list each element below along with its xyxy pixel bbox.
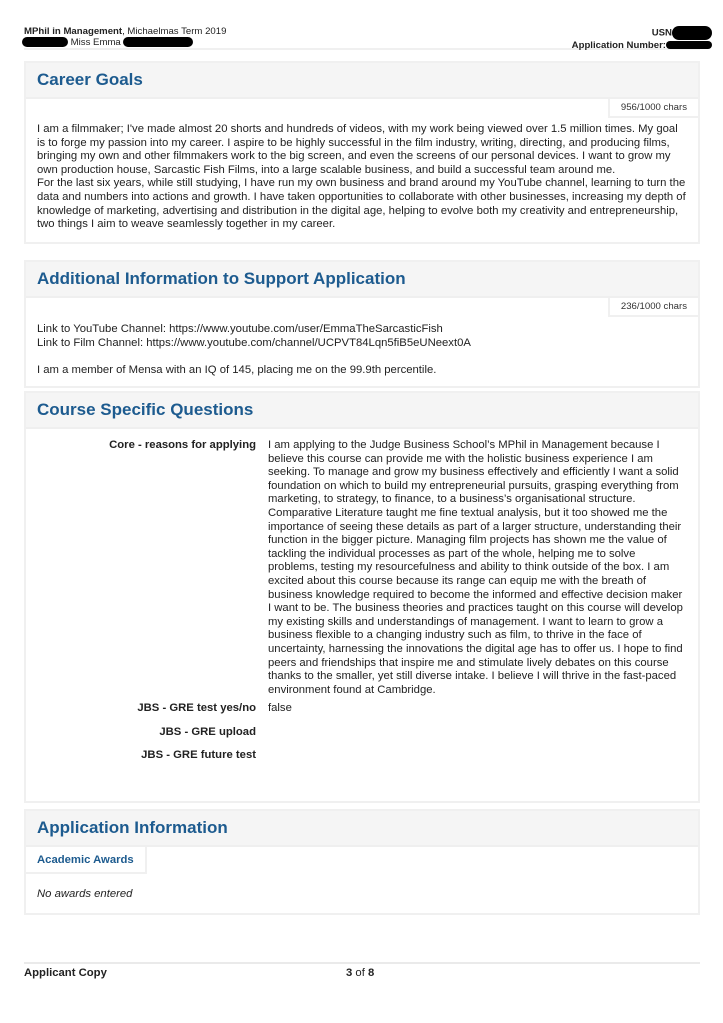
usn-label: USN bbox=[651, 27, 672, 39]
course-term: , Michaelmas Term 2019 bbox=[122, 26, 227, 37]
question-answer: false bbox=[268, 702, 292, 715]
additional-info-text bbox=[26, 317, 698, 386]
redacted-block bbox=[22, 37, 68, 47]
panel-header bbox=[26, 262, 698, 298]
question-answer: I am applying to the Judge Business School’s MPhil in Management because I believe this course can provide me with the holistic business experience I am seeking. To manage and grow my business effectively and efficiently I want a solid foundation on which to build my entrepreneurial pursuits, grasping everything from marketing, to strategy, to finance, to a business’s organisational structure. Comparative Literature taught me fine textual analysis, but it too showed me the importance of seeing these details as part of a larger structure, understanding their function in the bigger picture. Managing film projects has shown me the value of tackling the individual processes as part of the whole, helping me to solve problems, testing my resourcefulness and ability to think outside of the box. I am excited about this course because its range can equip me with the breath of business knowledge required to become the informed and effective decision maker I want to be. The business theories and practices taught on this course will develop my existing skills and understandings of management. I want to learn to grow a business flexible to a changing industry such as film, to thrive in the face of uncertainty, harnessing the innovations the digital age has to offer us. I hope to find peers and friendships that inspire me and stimulate lively debates on this course thanks to the smaller, yet still diverse intake. I believe I will thrive in the fast-paced environment found at Cambridge. bbox=[268, 439, 683, 696]
question-label: JBS - GRE future test bbox=[141, 749, 256, 762]
page-of: of bbox=[352, 967, 368, 979]
question-row bbox=[26, 702, 698, 716]
question-label: JBS - GRE test yes/no bbox=[137, 702, 256, 715]
page-footer bbox=[24, 962, 700, 982]
panel-header bbox=[26, 393, 698, 429]
section-title: Course Specific Questions bbox=[37, 400, 254, 419]
page-current: 3 bbox=[346, 967, 353, 979]
applicant-copy-label: Applicant Copy bbox=[24, 967, 107, 979]
question-label: Core - reasons for applying bbox=[109, 439, 256, 451]
page-header bbox=[24, 26, 700, 50]
char-count: 956/1000 chars bbox=[608, 99, 698, 118]
section-title: Application Information bbox=[37, 818, 228, 837]
application-number-label: Application Number: bbox=[571, 40, 666, 51]
question-answer bbox=[268, 749, 687, 763]
empty-awards-message: No awards entered bbox=[37, 888, 133, 900]
career-goals-panel bbox=[24, 61, 700, 244]
application-info-panel bbox=[24, 809, 700, 915]
paragraph: For the last six years, while still studying, I have run my own business and brand around my YouTube channel, learning to turn the data and numbers into actions and growth. I have taken opportunities to collaborate with other businesses, increasing my depth of knowledge of marketing, advertising and distribution in the digital age, helping to evolve both my creativity and entrepreneurship, two things I aim to weave seamlessly together in my career. bbox=[37, 177, 686, 231]
applicant-name: Miss Emma bbox=[70, 37, 121, 48]
redacted-block bbox=[666, 41, 712, 49]
question-row bbox=[26, 726, 698, 740]
page-total: 8 bbox=[368, 967, 375, 979]
academic-awards-tab[interactable]: Academic Awards bbox=[26, 847, 147, 874]
question-row bbox=[26, 439, 698, 697]
question-row bbox=[26, 749, 698, 763]
paragraph: I am a filmmaker; I've made almost 20 shorts and hundreds of videos, with my work being viewed over 1.5 million times. My goal is to forge my passion into my career. I aspire to be highly successful in the film industry, writing, directing, and producing films, bringing my own and other filmmakers work to the big screen, and even the screens of our personal devices. I want to grow my own production house, Sarcastic Fish Films, into a large scalable business, and build a successful team around me. bbox=[37, 123, 678, 176]
header-left bbox=[24, 26, 226, 48]
page-number bbox=[346, 967, 374, 979]
section-title: Additional Information to Support Application bbox=[37, 269, 406, 288]
redacted-block bbox=[672, 26, 712, 40]
panel-header bbox=[26, 63, 698, 99]
panel-header bbox=[26, 811, 698, 847]
question-label: JBS - GRE upload bbox=[159, 725, 256, 738]
youtube-channel-link[interactable]: Link to YouTube Channel: https://www.youtube.com/user/EmmaTheSarcasticFish bbox=[37, 323, 443, 335]
redacted-block bbox=[123, 37, 193, 47]
paragraph: I am a member of Mensa with an IQ of 145, placing me on the 99.9th percentile. bbox=[37, 363, 437, 376]
additional-info-panel bbox=[24, 260, 700, 388]
section-title: Career Goals bbox=[37, 70, 143, 89]
course-questions-panel bbox=[24, 391, 700, 803]
question-answer bbox=[268, 726, 687, 740]
film-channel-link[interactable]: Link to Film Channel: https://www.youtube.com/channel/UCPVT84Lqn5fiB5eUNeext0A bbox=[37, 336, 471, 349]
career-goals-text bbox=[26, 118, 698, 242]
header-right bbox=[572, 26, 700, 51]
course-name: MPhil in Management bbox=[24, 26, 123, 37]
char-count: 236/1000 chars bbox=[608, 298, 698, 317]
